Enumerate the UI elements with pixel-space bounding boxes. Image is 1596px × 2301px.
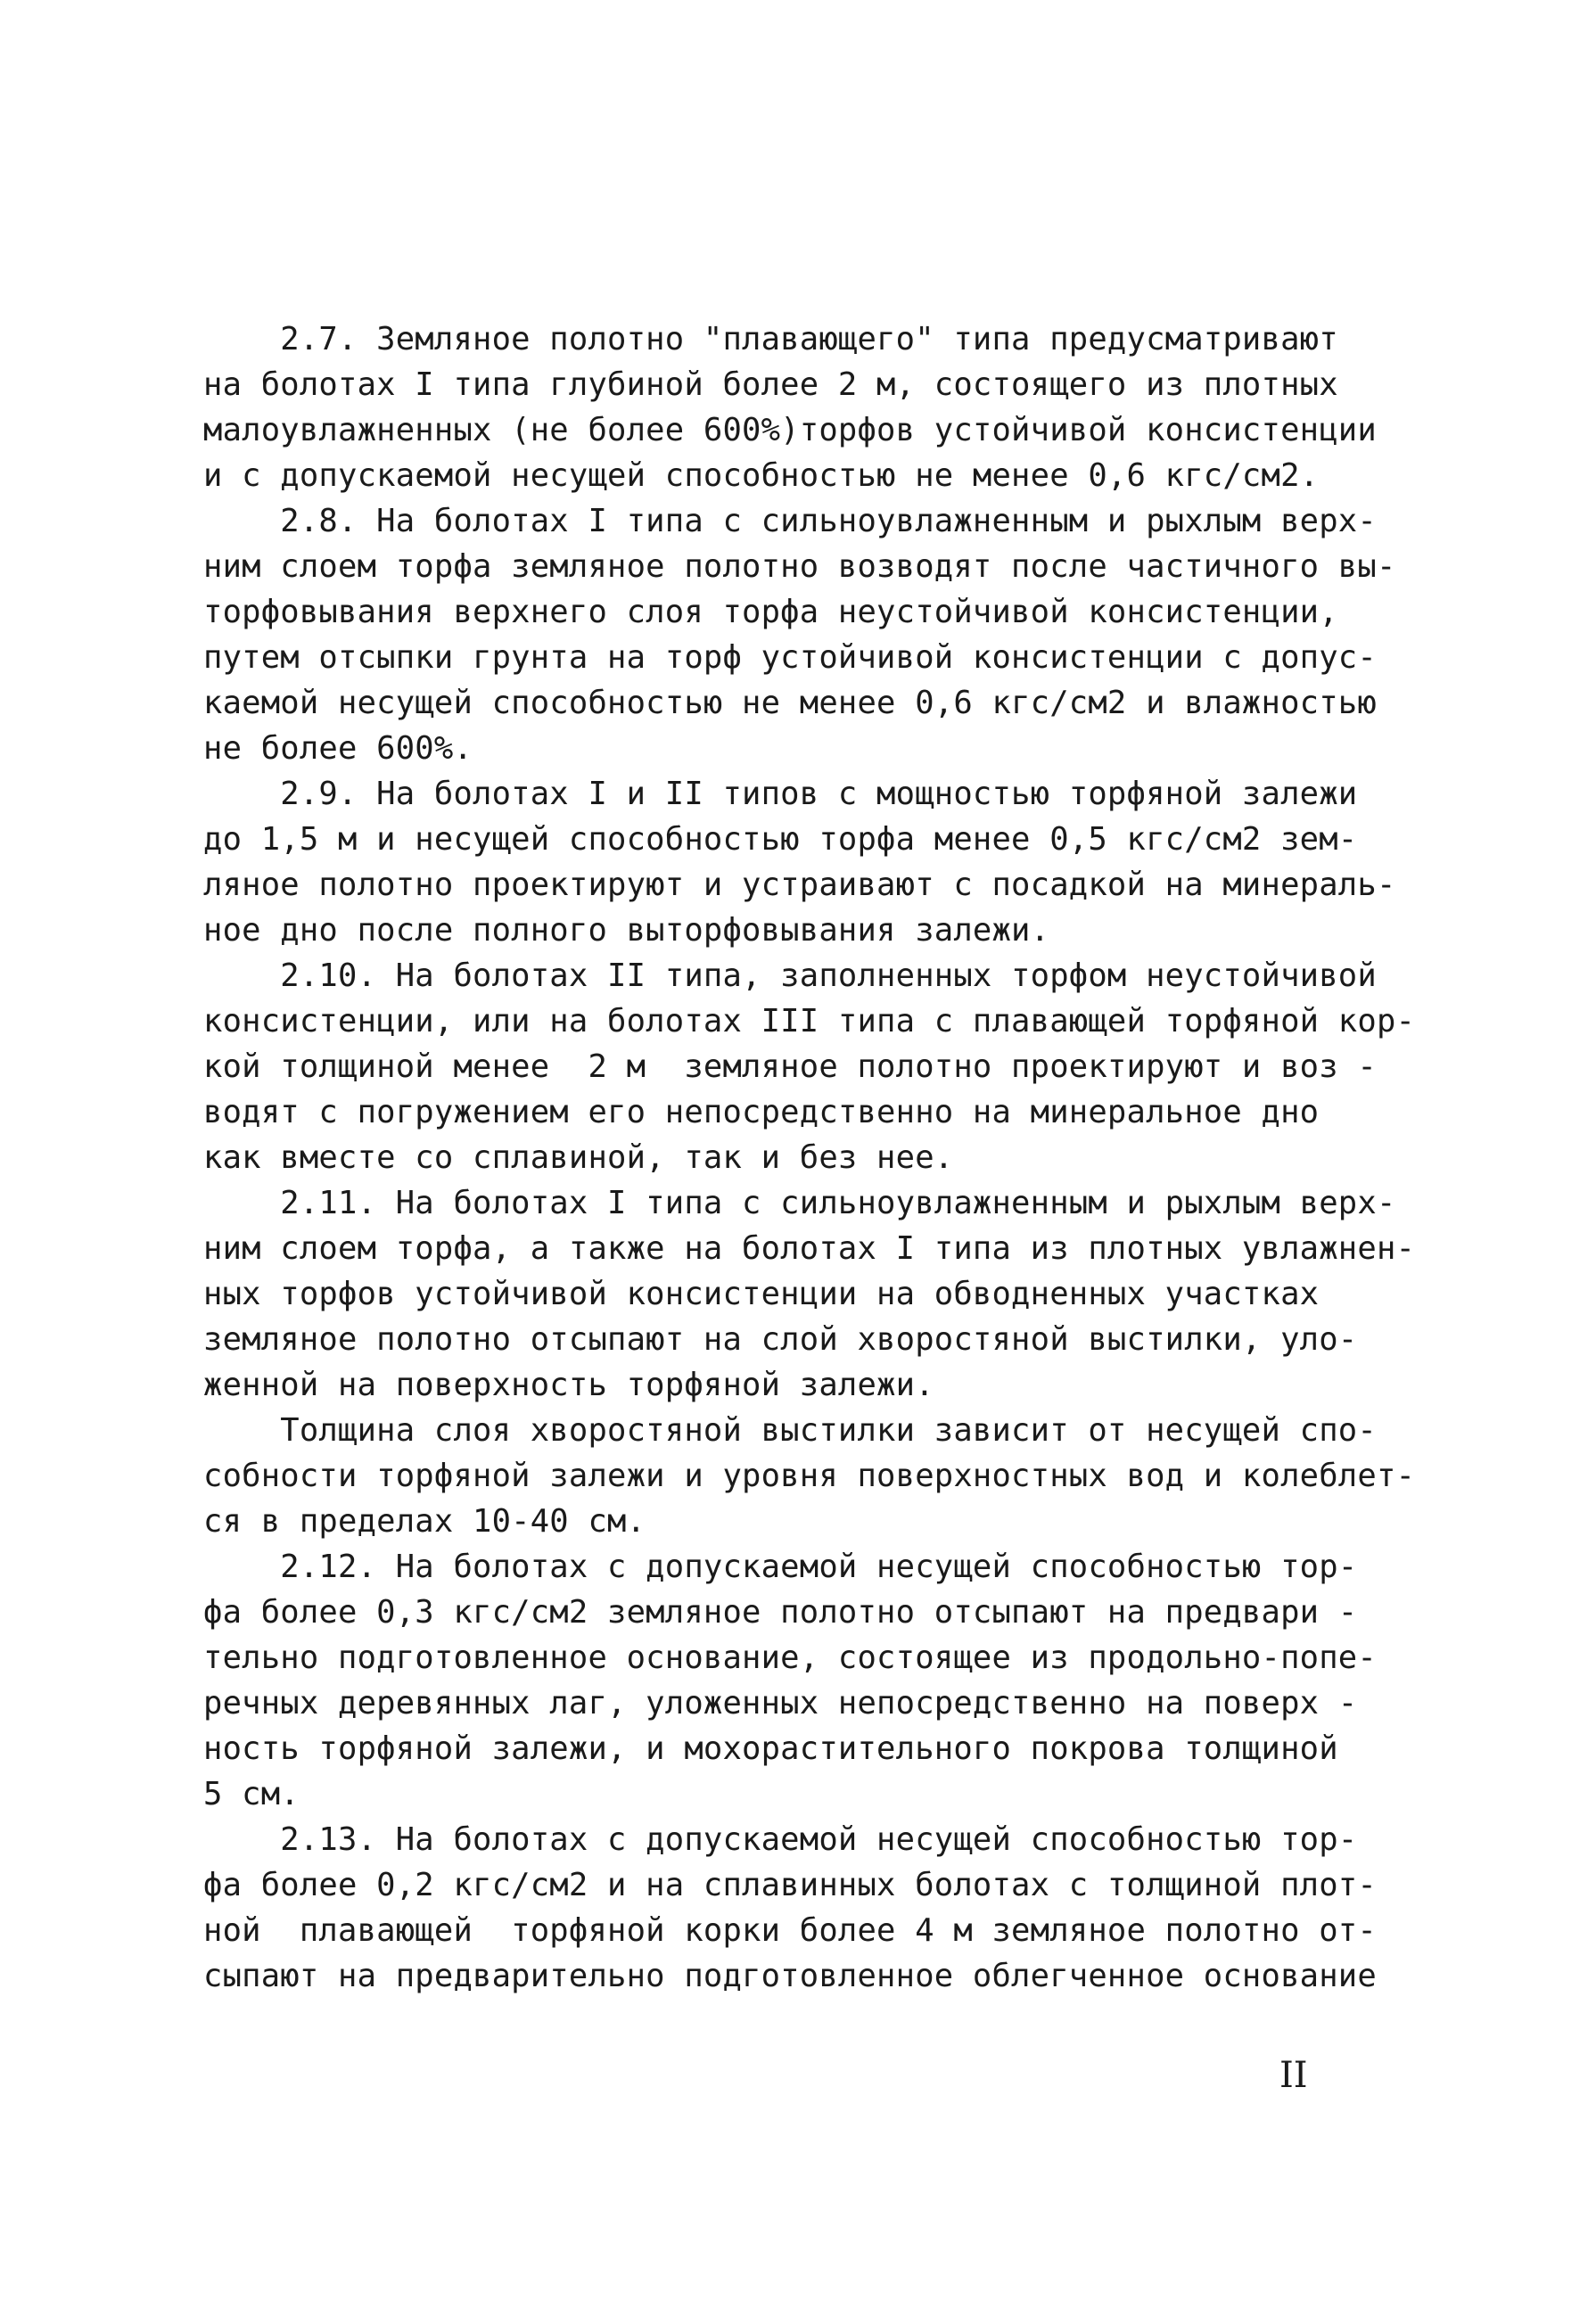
text-line: путем отсыпки грунта на торф устойчивой консистенции с допус- (203, 639, 1377, 676)
text-line: ное дно после полного выторфовывания залежи. (203, 912, 1050, 949)
text-line: ляное полотно проектируют и устраивают с посадкой на минераль- (203, 867, 1396, 903)
page-number: II (1279, 2055, 1308, 2096)
paragraph (203, 1408, 1416, 1544)
text-line: ной плавающей торфяной корки более 4 м земляное полотно от- (203, 1912, 1377, 1949)
text-line: фа более 0,2 кгс/см2 и на сплавинных болотах с толщиной плот- (203, 1867, 1377, 1903)
text-line: торфовывания верхнего слоя торфа неустойчивой консистенции, (203, 594, 1338, 630)
document-body (203, 316, 1416, 1999)
text-line: водят с погружением его непосредственно на минеральное дно (203, 1094, 1320, 1130)
text-line: ним слоем торфа, а также на болотах I типа из плотных увлажнен- (203, 1230, 1416, 1267)
text-line: ним слоем торфа земляное полотно возводят после частичного вы- (203, 548, 1396, 585)
text-line: женной на поверхность торфяной залежи. (203, 1367, 934, 1403)
text-line: как вместе со сплавиной, так и без нее. (203, 1139, 954, 1176)
text-line: каемой несущей способностью не менее 0,6 кгс/см2 и влажностью (203, 685, 1377, 721)
text-line: фа более 0,3 кгс/см2 земляное полотно отсыпают на предвари - (203, 1594, 1358, 1631)
text-line: до 1,5 м и несущей способностью торфа менее 0,5 кгс/см2 зем- (203, 821, 1358, 858)
paragraph (203, 1817, 1377, 1999)
text-line: 2.11. На болотах I типа с сильноувлажненным и рыхлым верх- (203, 1185, 1396, 1221)
paragraph (203, 1180, 1416, 1408)
text-line: речных деревянных лаг, уложенных непосредственно на поверх - (203, 1685, 1358, 1722)
text-line: 2.7. Земляное полотно "плавающего" типа предусматривают (203, 321, 1338, 357)
text-line: сыпают на предварительно подготовленное облегченное основание (203, 1958, 1377, 1994)
text-line: ных торфов устойчивой консистенции на обводненных участках (203, 1276, 1320, 1312)
text-line: на болотах I типа глубиной более 2 м, состоящего из плотных (203, 366, 1338, 403)
text-line: консистенции, или на болотах III типа с плавающей торфяной кор- (203, 1003, 1416, 1040)
paragraph (203, 498, 1396, 771)
text-line: 2.8. На болотах I типа с сильноувлажненным и рыхлым верх- (203, 503, 1377, 539)
text-line: 5 см. (203, 1776, 300, 1812)
text-line: кой толщиной менее 2 м земляное полотно проектируют и воз - (203, 1048, 1377, 1085)
paragraph (203, 1544, 1377, 1817)
paragraph (203, 316, 1377, 498)
paragraph (203, 953, 1416, 1180)
text-line: 2.9. На болотах I и II типов с мощностью торфяной залежи (203, 776, 1358, 812)
text-line: Толщина слоя хворостяной выстилки зависит от несущей спо- (203, 1412, 1377, 1449)
text-line: собности торфяной залежи и уровня поверхностных вод и колеблет- (203, 1458, 1416, 1494)
text-line: ся в пределах 10-40 см. (203, 1503, 646, 1540)
text-line: и с допускаемой несущей способностью не менее 0,6 кгс/см2. (203, 457, 1320, 494)
text-line: ность торфяной залежи, и мохорастительного покрова толщиной (203, 1730, 1338, 1767)
text-line: 2.12. На болотах с допускаемой несущей способностью тор- (203, 1549, 1358, 1585)
text-line: 2.13. На болотах с допускаемой несущей способностью тор- (203, 1821, 1358, 1858)
text-line: тельно подготовленное основание, состоящее из продольно-попе- (203, 1639, 1377, 1676)
paragraph (203, 771, 1396, 953)
text-line: малоувлажненных (не более 600%)торфов устойчивой консистенции (203, 412, 1377, 448)
text-line: земляное полотно отсыпают на слой хворостяной выстилки, уло- (203, 1321, 1358, 1358)
text-line: 2.10. На болотах II типа, заполненных торфом неустойчивой (203, 957, 1377, 994)
text-line: не более 600%. (203, 730, 473, 767)
